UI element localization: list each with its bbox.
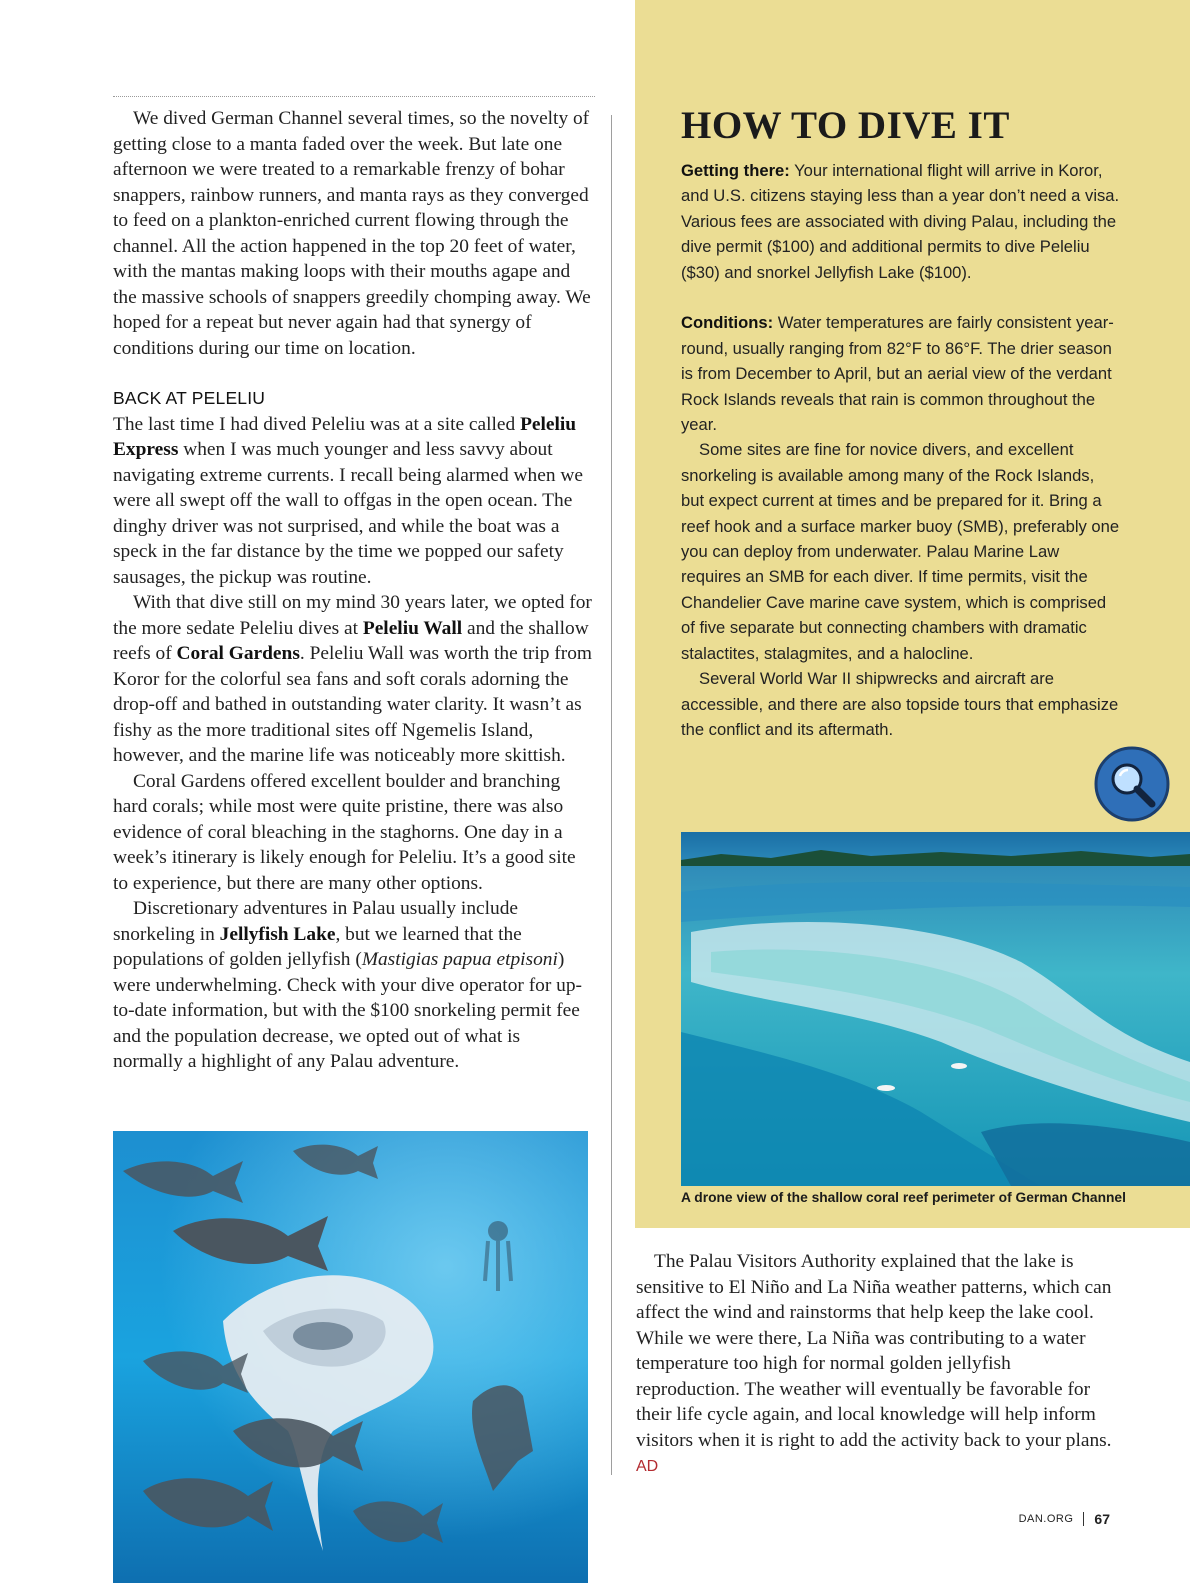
sidebar-title: HOW TO DIVE IT [681,104,1010,147]
paragraph-jellyfish-lake: Discretionary adventures in Palau usually include snorkeling in Jellyfish Lake, but we learned that the populations of golden jellyfish (Mastigias papua etpisoni) were underwhelming. Check with your dive operator for up-to-date information, but with the $100 snorkeling permit fee and the population decrease, we opted out of what is normally a highlight of any Palau adventure. [113,898,583,1072]
footer-separator [1083,1512,1084,1526]
paragraph-german-channel: We dived German Channel several times, so the novelty of getting close to a manta faded over the week. But late one afternoon we were treated to a remarkable frenzy of bohar snappers, rainbow runners, and manta rays as they converged to feed on a plankton-enriched current flowing through the channel. All the action happened in the top 20 feet of water, with the mantas making loops with their mouths agape and the massive schools of snappers greedily chomping away. We hoped for a repeat but never again had that synergy of conditions during our time on location. [113,108,591,359]
species-name: Mastigias papua etpisoni [361,949,558,970]
conditions-label: Conditions: [681,313,774,333]
footer-site-link[interactable]: DAN.ORG [1018,1513,1074,1525]
section-heading-back-at-peleliu: BACK AT PELELIU [113,388,266,408]
reef-aerial-illustration [681,832,1190,1186]
column-divider [611,115,612,1475]
paragraph-peleliu-express: The last time I had dived Peleliu was at a site called Peleliu Express when I was much younger and less savvy about navigating extreme currents. I recall being alarmed when we were all swept off the wall to offgas in the open ocean. The dinghy driver was not surprised, and while the boat was a speck in the far distance by the time we popped our safety sausages, the pickup was routine. [113,413,584,588]
top-dotted-rule [113,96,595,97]
paragraph-coral-gardens: Coral Gardens offered excellent boulder and branching hard corals; while most were quite pristine, there was also evidence of coral bleaching in the staghorns. One day in a week’s itinerary is likely enough for Peleliu. It’s a good site to experience, but there are many other options. [113,770,576,894]
getting-there-label: Getting there: [681,161,790,180]
conditions-paragraph: Conditions: Water temperatures are fairly consistent year-round, usually ranging from 82°F to 86°F. The drier season is from December to April, but an aerial view of the verdant Rock Islands reveals that rain is common throughout the year. [681,313,1114,435]
getting-there-paragraph: Getting there: Your international flight will arrive in Koror, and U.S. citizens staying less than a year don’t need a visa. Various fees are associated with diving Palau, including the dive permit ($100) and additional permits to dive Peleliu ($30) and snorkel Jellyfish Lake ($100). [681,161,1120,282]
manta-ray-illustration [113,1131,588,1583]
paragraph-visitors-authority: The Palau Visitors Authority explained that the lake is sensitive to El Niño and La Niña weather patterns, which can affect the wind and rainstorms that help keep the lake cool. While we were there, La Niña was contributing to a water temperature too high for normal golden jellyfish reproduction. The weather will eventually be favorable for their life cycle again, and local knowledge will help inform visitors when it is right to add the activity back to your plans. AD [636,1251,1112,1475]
reef-aerial-photo [681,832,1190,1186]
paragraph-peleliu-wall: With that dive still on my mind 30 years later, we opted for the more sedate Peleliu dives at Peleliu Wall and the shallow reefs of Coral Gardens. Peleliu Wall was worth the trip from Koror for the colorful sea fans and soft corals adorning the drop-off and bathed in outstanding water clarity. It wasn’t as fishy as the more traditional sites off Ngemelis Island, however, and the marine life was noticeably more skittish. [113,592,592,766]
site-name-jellyfish-lake: Jellyfish Lake [219,923,336,945]
site-name-peleliu-wall: Peleliu Wall [362,617,463,639]
reef-photo-caption: A drone view of the shallow coral reef perimeter of German Channel [681,1190,1126,1205]
site-name-peleliu-express: Peleliu Express [113,413,577,460]
page-number: 67 [1094,1511,1110,1527]
search-icon[interactable] [1094,746,1170,822]
site-name-coral-gardens: Coral Gardens [176,643,300,664]
manta-ray-photo [113,1131,588,1583]
left-column [113,106,593,1075]
end-mark: AD [636,1458,659,1475]
wwii-paragraph: Several World War II shipwrecks and aircraft are accessible, and there are also topside tours that emphasize the conflict and its aftermath. [681,669,1119,739]
sites-paragraph: Some sites are fine for novice divers, and excellent snorkeling is available among many of the Rock Islands, but expect current at times and be prepared for it. Bring a reef hook and a surface marker buoy (SMB), preferably one you can deploy from underwater. Palau Marine Law requires an SMB for each diver. If time permits, visit the Chandelier Cave marine cave system, which is comprised of five separate but connecting chambers with dramatic stalactites, stalagmites, and a halocline. [681,440,1120,663]
page-footer [1019,1511,1110,1527]
right-column [636,1249,1116,1480]
sidebar-body [681,158,1121,742]
